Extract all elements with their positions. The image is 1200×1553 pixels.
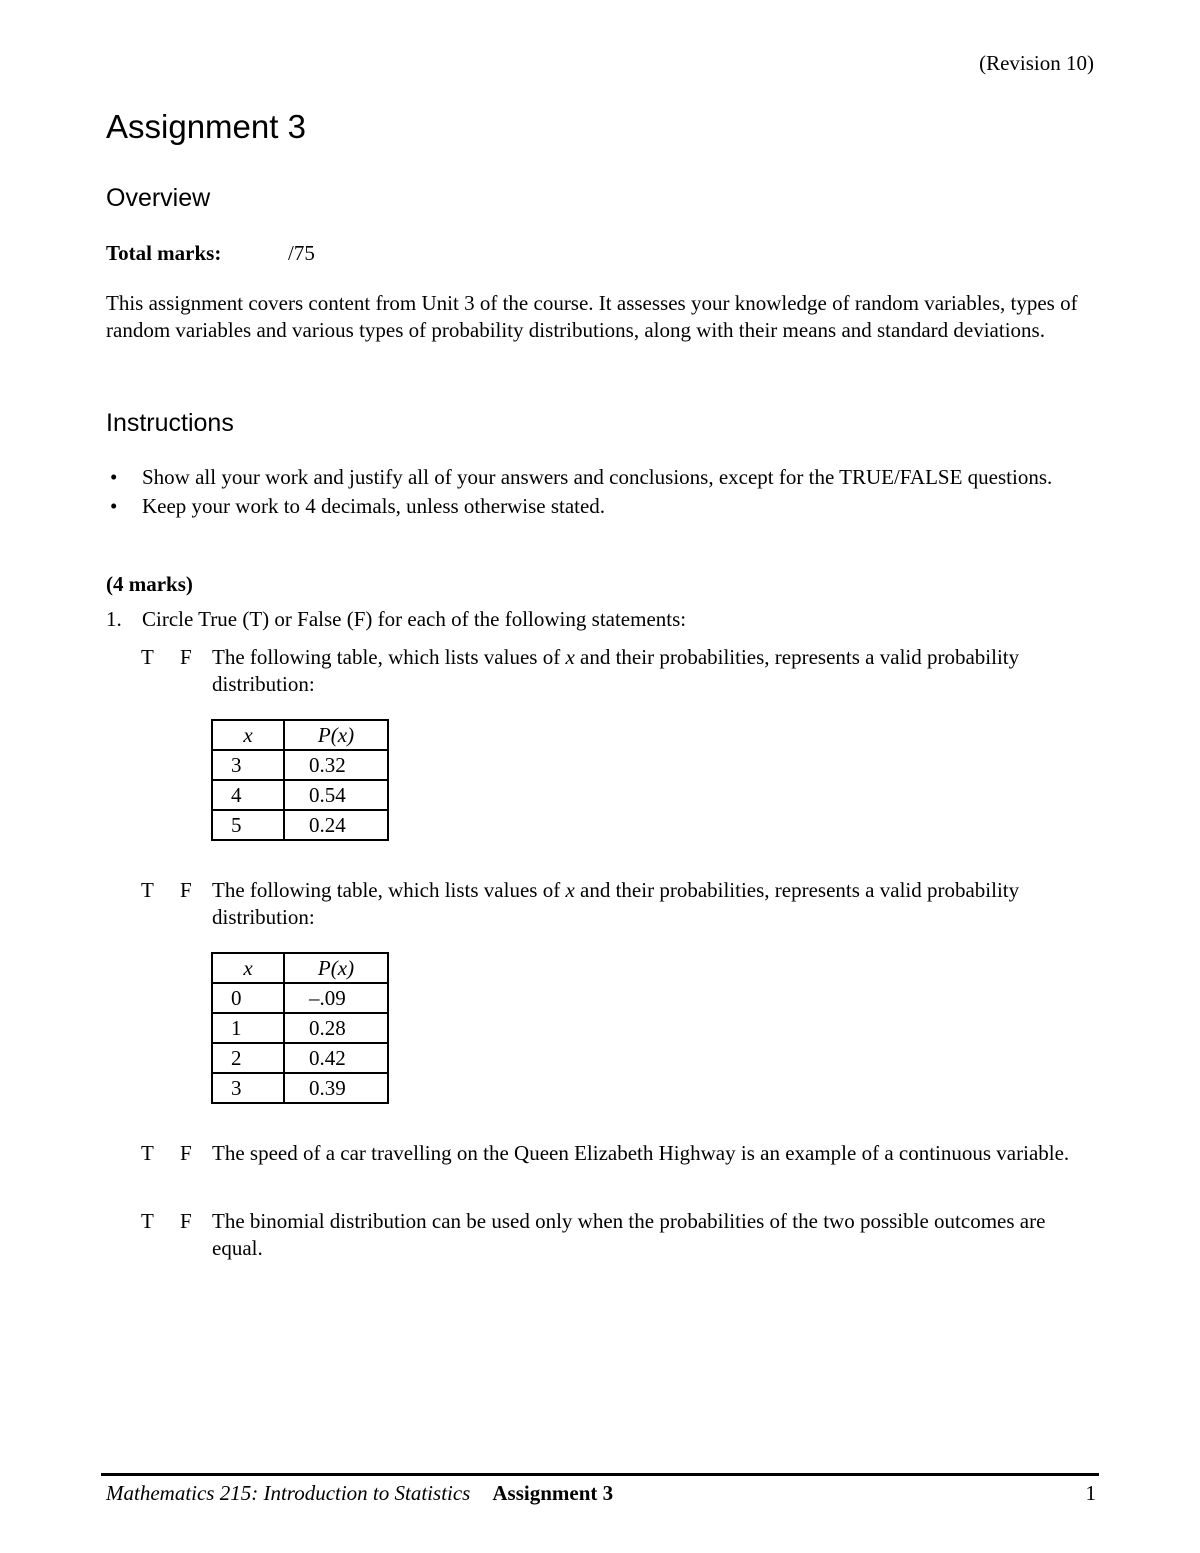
probability-table-2: [211, 952, 389, 1104]
probability-table-1: [211, 719, 389, 841]
true-option[interactable]: T: [141, 1141, 154, 1165]
tf-statement-4: [141, 1208, 1101, 1262]
table-row: [212, 810, 388, 840]
table-row: [212, 1073, 388, 1103]
table-row: [212, 983, 388, 1013]
page-number: 1: [1085, 1481, 1096, 1505]
total-marks-label: Total marks:: [106, 241, 222, 265]
question-marks: (4 marks): [106, 572, 193, 596]
table-cell: 0.42: [284, 1043, 388, 1073]
table-cell: 0.54: [284, 780, 388, 810]
table-row: [212, 780, 388, 810]
table-header-x: x: [212, 953, 284, 983]
false-option[interactable]: F: [180, 1209, 192, 1233]
table-cell: 0.24: [284, 810, 388, 840]
table-cell: –.09: [284, 983, 388, 1013]
table-cell: 2: [212, 1043, 284, 1073]
table-row: [212, 750, 388, 780]
list-item: [106, 464, 1096, 491]
footer-divider: [101, 1473, 1099, 1476]
table-cell: 4: [212, 780, 284, 810]
table-cell: 0.32: [284, 750, 388, 780]
footer-course: Mathematics 215: Introduction to Statistics: [106, 1481, 471, 1505]
false-option[interactable]: F: [180, 645, 192, 669]
table-cell: 3: [212, 750, 284, 780]
table-cell: 5: [212, 810, 284, 840]
true-option[interactable]: T: [141, 1209, 154, 1233]
list-item: [106, 493, 1096, 520]
page-title: Assignment 3: [106, 108, 306, 145]
question-prompt: Circle True (T) or False (F) for each of the following statements:: [142, 607, 687, 631]
table-cell: 0: [212, 983, 284, 1013]
statement-text: The binomial distribution can be used only when the probabilities of the two possible outcomes are equal.: [212, 1209, 1046, 1260]
tf-statement-2: [141, 877, 1101, 931]
false-option[interactable]: F: [180, 878, 192, 902]
true-option[interactable]: T: [141, 878, 154, 902]
table-cell: 1: [212, 1013, 284, 1043]
overview-heading: Overview: [106, 184, 211, 212]
total-marks-row: [106, 240, 315, 267]
statement-text: The following table, which lists values of x and their probabilities, represents a valid probability distribution:: [212, 878, 1020, 929]
instructions-list: [106, 464, 1096, 522]
table-cell: 0.28: [284, 1013, 388, 1043]
table-cell: 3: [212, 1073, 284, 1103]
table-row: [212, 1043, 388, 1073]
page-footer: [106, 1480, 1096, 1507]
statement-text: The following table, which lists values of x and their probabilities, represents a valid probability distribution:: [212, 645, 1020, 696]
question-number: 1.: [106, 607, 122, 631]
overview-description: This assignment covers content from Unit 3 of the course. It assesses your knowledge of random variables, types of random variables and various types of probability distributions, along with their means and standard deviations.: [106, 291, 1078, 342]
question-1: [106, 606, 686, 633]
table-row: [212, 1013, 388, 1043]
true-option[interactable]: T: [141, 645, 154, 669]
table-header-x: x: [212, 720, 284, 750]
false-option[interactable]: F: [180, 1141, 192, 1165]
bullet-icon: •: [110, 494, 118, 518]
tf-statement-1: [141, 644, 1101, 698]
table-header-row: [212, 720, 388, 750]
instruction-text: Keep your work to 4 decimals, unless otherwise stated.: [142, 494, 606, 518]
revision-label: (Revision 10): [979, 51, 1094, 75]
bullet-icon: •: [110, 465, 118, 489]
tf-statement-3: [141, 1140, 1101, 1167]
table-cell: 0.39: [284, 1073, 388, 1103]
total-marks-value: /75: [288, 241, 315, 265]
table-header-px: P(x): [284, 953, 388, 983]
instructions-heading: Instructions: [106, 409, 234, 437]
footer-assignment: Assignment 3: [492, 1481, 614, 1505]
statement-text: The speed of a car travelling on the Queen Elizabeth Highway is an example of a continuous variable.: [212, 1141, 1070, 1165]
table-header-px: P(x): [284, 720, 388, 750]
table-header-row: [212, 953, 388, 983]
instruction-text: Show all your work and justify all of your answers and conclusions, except for the TRUE/FALSE questions.: [142, 465, 1053, 489]
